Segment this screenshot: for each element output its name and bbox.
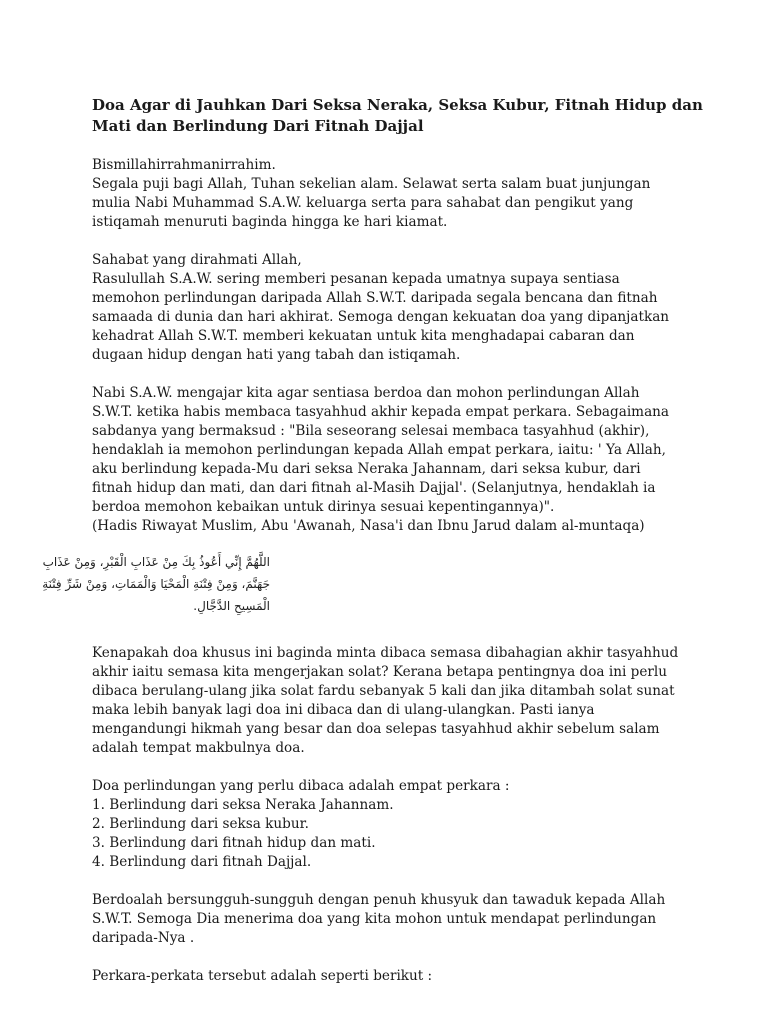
arabic-prayer-text: [42, 551, 270, 617]
text-line: Kenapakah doa khusus ini baginda minta dibaca semasa dibahagian akhir tasyahhud: [92, 645, 679, 661]
list-item: 2. Berlindung dari seksa kubur.: [92, 816, 309, 832]
arabic-line: اللَّهُمَّ إِنِّي أَعُوذُ بِكَ مِنْ عَذَابِ الْقَبْرِ، وَمِنْ عَذَابِ: [42, 555, 270, 569]
arabic-line: جَهَنَّمَ، وَمِنْ فِتْنَةِ الْمَحْيَا وَالْمَمَاتِ، وَمِنْ شَرِّ فِتْنَةِ: [42, 577, 270, 591]
text-line: aku berlindung kepada-Mu dari seksa Neraka Jahannam, dari seksa kubur, dari: [92, 461, 641, 477]
paragraph-explanation: [92, 644, 692, 758]
document-page: [42, 95, 703, 1005]
text-line: S.W.T. ketika habis membaca tasyahhud akhir kepada empat perkara. Sebagaimana: [92, 404, 670, 420]
text-line: adalah tempat makbulnya doa.: [92, 740, 305, 756]
text-line: istiqamah menuruti baginda hingga ke hari kiamat.: [92, 214, 448, 230]
list-item: 3. Berlindung dari fitnah hidup dan mati.: [92, 835, 376, 851]
paragraph-opening: [92, 156, 692, 232]
text-line: Nabi S.A.W. mengajar kita agar sentiasa berdoa dan mohon perlindungan Allah: [92, 385, 640, 401]
title-line: Mati dan Berlindung Dari Fitnah Dajjal: [92, 117, 424, 135]
text-line: akhir iaitu semasa kita mengerjakan solat? Kerana betapa pentingnya doa ini perlu: [92, 664, 667, 680]
paragraph-exhortation: [92, 891, 692, 948]
text-line: Sahabat yang dirahmati Allah,: [92, 252, 302, 268]
text-line: dugaan hidup dengan hati yang tabah dan istiqamah.: [92, 347, 461, 363]
paragraph-four-matters: [92, 777, 692, 872]
text-line: Bismillahirrahmanirrahim.: [92, 157, 276, 173]
arabic-line: الْمَسِيحِ الدَّجَّالِ.: [193, 599, 270, 613]
text-line: S.W.T. Semoga Dia menerima doa yang kita mohon untuk mendapat perlindungan: [92, 911, 657, 927]
list-item: 1. Berlindung dari seksa Neraka Jahannam.: [92, 797, 394, 813]
text-line: berdoa memohon kebaikan untuk dirinya sesuai kepentingannya)".: [92, 499, 555, 515]
text-line: dibaca berulang-ulang jika solat fardu sebanyak 5 kali dan jika ditambah solat sunat: [92, 683, 675, 699]
text-line: Perkara-perkata tersebut adalah seperti berikut :: [92, 968, 433, 984]
paragraph-closing: [92, 967, 692, 986]
text-line: mengandungi hikmah yang besar dan doa selepas tasyahhud akhir sebelum salam: [92, 721, 660, 737]
text-line: samaada di dunia dan hari akhirat. Semoga dengan kekuatan doa yang dipanjatkan: [92, 309, 670, 325]
text-line: maka lebih banyak lagi doa ini dibaca dan di ulang-ulangkan. Pasti ianya: [92, 702, 595, 718]
paragraph-hadith: [92, 384, 692, 536]
text-line: Berdoalah bersungguh-sungguh dengan penuh khusyuk dan tawaduk kepada Allah: [92, 892, 666, 908]
text-line: kehadrat Allah S.W.T. memberi kekuatan untuk kita menghadapai cabaran dan: [92, 328, 635, 344]
text-line: daripada-Nya .: [92, 930, 195, 946]
title-line: Doa Agar di Jauhkan Dari Seksa Neraka, Seksa Kubur, Fitnah Hidup dan: [92, 96, 703, 114]
text-line: mulia Nabi Muhammad S.A.W. keluarga serta para sahabat dan pengikut yang: [92, 195, 634, 211]
text-line: sabdanya yang bermaksud : "Bila seseorang selesai membaca tasyahhud (akhir),: [92, 423, 650, 439]
document-title: [92, 95, 703, 137]
text-line: memohon perlindungan daripada Allah S.W.T. daripada segala bencana dan fitnah: [92, 290, 658, 306]
text-line: (Hadis Riwayat Muslim, Abu 'Awanah, Nasa'i dan Ibnu Jarud dalam al-muntaqa): [92, 518, 645, 534]
text-line: hendaklah ia memohon perlindungan kepada Allah empat perkara, iaitu: ' Ya Allah,: [92, 442, 666, 458]
text-line: fitnah hidup dan mati, dan dari fitnah al-Masih Dajjal'. (Selanjutnya, hendaklah ia: [92, 480, 656, 496]
text-line: Rasulullah S.A.W. sering memberi pesanan kepada umatnya supaya sentiasa: [92, 271, 620, 287]
list-item: 4. Berlindung dari fitnah Dajjal.: [92, 854, 312, 870]
text-line: Doa perlindungan yang perlu dibaca adalah empat perkara :: [92, 778, 510, 794]
paragraph-sahabat: [92, 251, 692, 365]
text-line: Segala puji bagi Allah, Tuhan sekelian alam. Selawat serta salam buat junjungan: [92, 176, 651, 192]
